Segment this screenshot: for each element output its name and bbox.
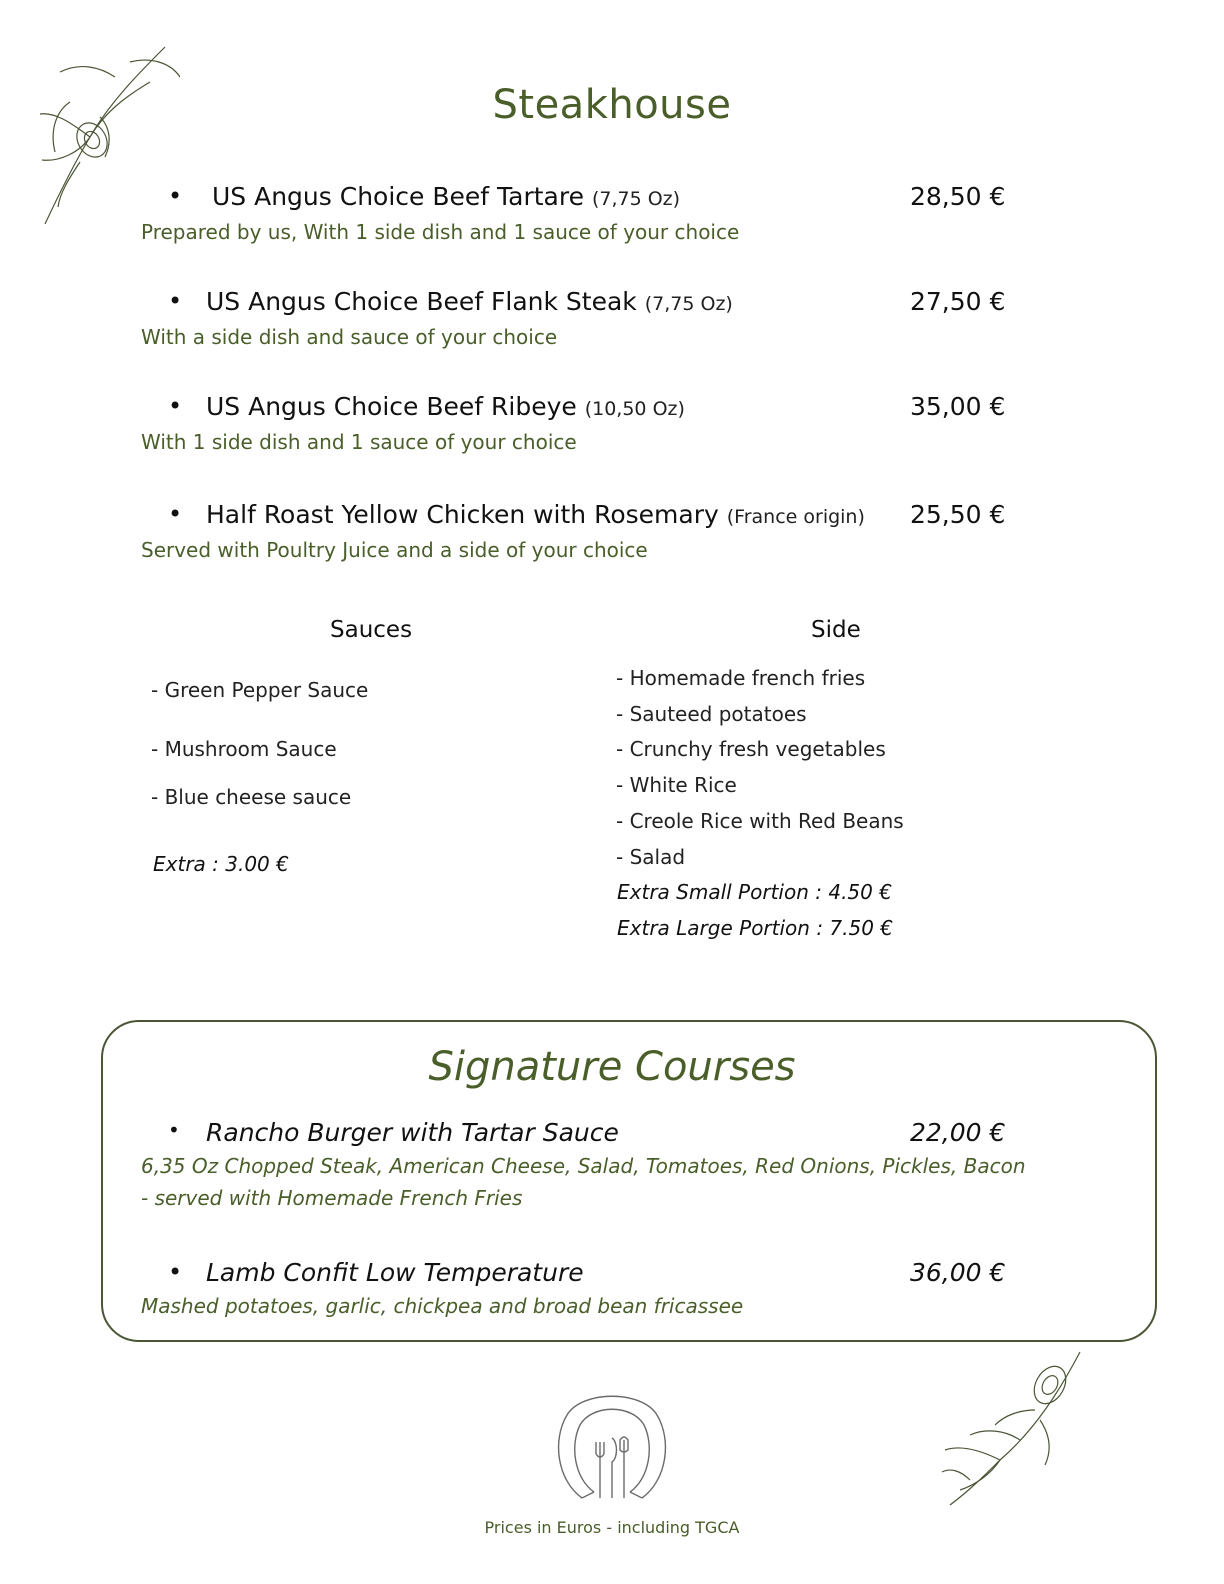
bullet: • bbox=[168, 1258, 183, 1286]
horseshoe-cutlery-logo bbox=[552, 1380, 672, 1505]
item-note: (7,75 Oz) bbox=[591, 188, 681, 210]
sauce-item: - Mushroom Sauce bbox=[151, 737, 337, 761]
item-description: - served with Homemade French Fries bbox=[141, 1186, 523, 1210]
item-name: US Angus Choice Beef Flank Steak (7,75 Oz) bbox=[206, 287, 733, 316]
item-name: Rancho Burger with Tartar Sauce bbox=[206, 1118, 619, 1147]
side-item: - Salad bbox=[616, 845, 686, 869]
item-note: (France origin) bbox=[726, 506, 865, 528]
item-description: With 1 side dish and 1 sauce of your choice bbox=[141, 430, 577, 454]
bullet: • bbox=[168, 1118, 180, 1142]
item-price: 22,00 € bbox=[910, 1118, 1006, 1147]
item-note: (7,75 Oz) bbox=[644, 293, 733, 315]
item-name: US Angus Choice Beef Ribeye (10,50 Oz) bbox=[206, 392, 685, 421]
side-item: - Homemade french fries bbox=[616, 666, 866, 690]
item-price: 35,00 € bbox=[910, 392, 1006, 421]
item-price: 28,50 € bbox=[910, 182, 1006, 211]
side-item: - Crunchy fresh vegetables bbox=[616, 737, 886, 761]
item-description: With a side dish and sauce of your choice bbox=[141, 325, 558, 349]
item-price: 36,00 € bbox=[910, 1258, 1006, 1287]
item-description: Prepared by us, With 1 side dish and 1 sauce of your choice bbox=[141, 220, 740, 244]
sauce-item: - Green Pepper Sauce bbox=[151, 678, 369, 702]
sauce-extra-price: Extra : 3.00 € bbox=[153, 852, 289, 876]
side-item: - White Rice bbox=[616, 773, 737, 797]
side-extra-small: Extra Small Portion : 4.50 € bbox=[617, 880, 892, 904]
bullet: • bbox=[168, 392, 183, 420]
item-price: 27,50 € bbox=[910, 287, 1006, 316]
peacock-feather-icon bbox=[30, 42, 183, 232]
signature-title: Signature Courses bbox=[428, 1044, 796, 1090]
sauce-item: - Blue cheese sauce bbox=[151, 785, 352, 809]
bullet: • bbox=[168, 287, 183, 315]
item-name: US Angus Choice Beef Tartare (7,75 Oz) bbox=[212, 182, 681, 211]
side-extra-large: Extra Large Portion : 7.50 € bbox=[617, 916, 894, 940]
page-title: Steakhouse bbox=[492, 82, 732, 128]
peacock-feather-icon bbox=[940, 1350, 1090, 1510]
item-name: Half Roast Yellow Chicken with Rosemary (France origin) bbox=[206, 500, 865, 529]
side-item: - Sauteed potatoes bbox=[616, 702, 807, 726]
item-name: Lamb Confit Low Temperature bbox=[206, 1258, 584, 1287]
side-item: - Creole Rice with Red Beans bbox=[616, 809, 904, 833]
footer-note: Prices in Euros - including TGCA bbox=[484, 1518, 740, 1537]
item-description: Mashed potatoes, garlic, chickpea and broad bean fricassee bbox=[141, 1294, 744, 1318]
bullet: • bbox=[168, 182, 183, 210]
item-price: 25,50 € bbox=[910, 500, 1006, 529]
item-note: (10,50 Oz) bbox=[584, 398, 685, 420]
item-description: Served with Poultry Juice and a side of your choice bbox=[141, 538, 648, 562]
sides-heading: Side bbox=[811, 617, 861, 643]
item-description: 6,35 Oz Chopped Steak, American Cheese, Salad, Tomatoes, Red Onions, Pickles, Bacon bbox=[141, 1154, 1026, 1178]
sauces-heading: Sauces bbox=[330, 617, 413, 643]
bullet: • bbox=[168, 500, 183, 528]
